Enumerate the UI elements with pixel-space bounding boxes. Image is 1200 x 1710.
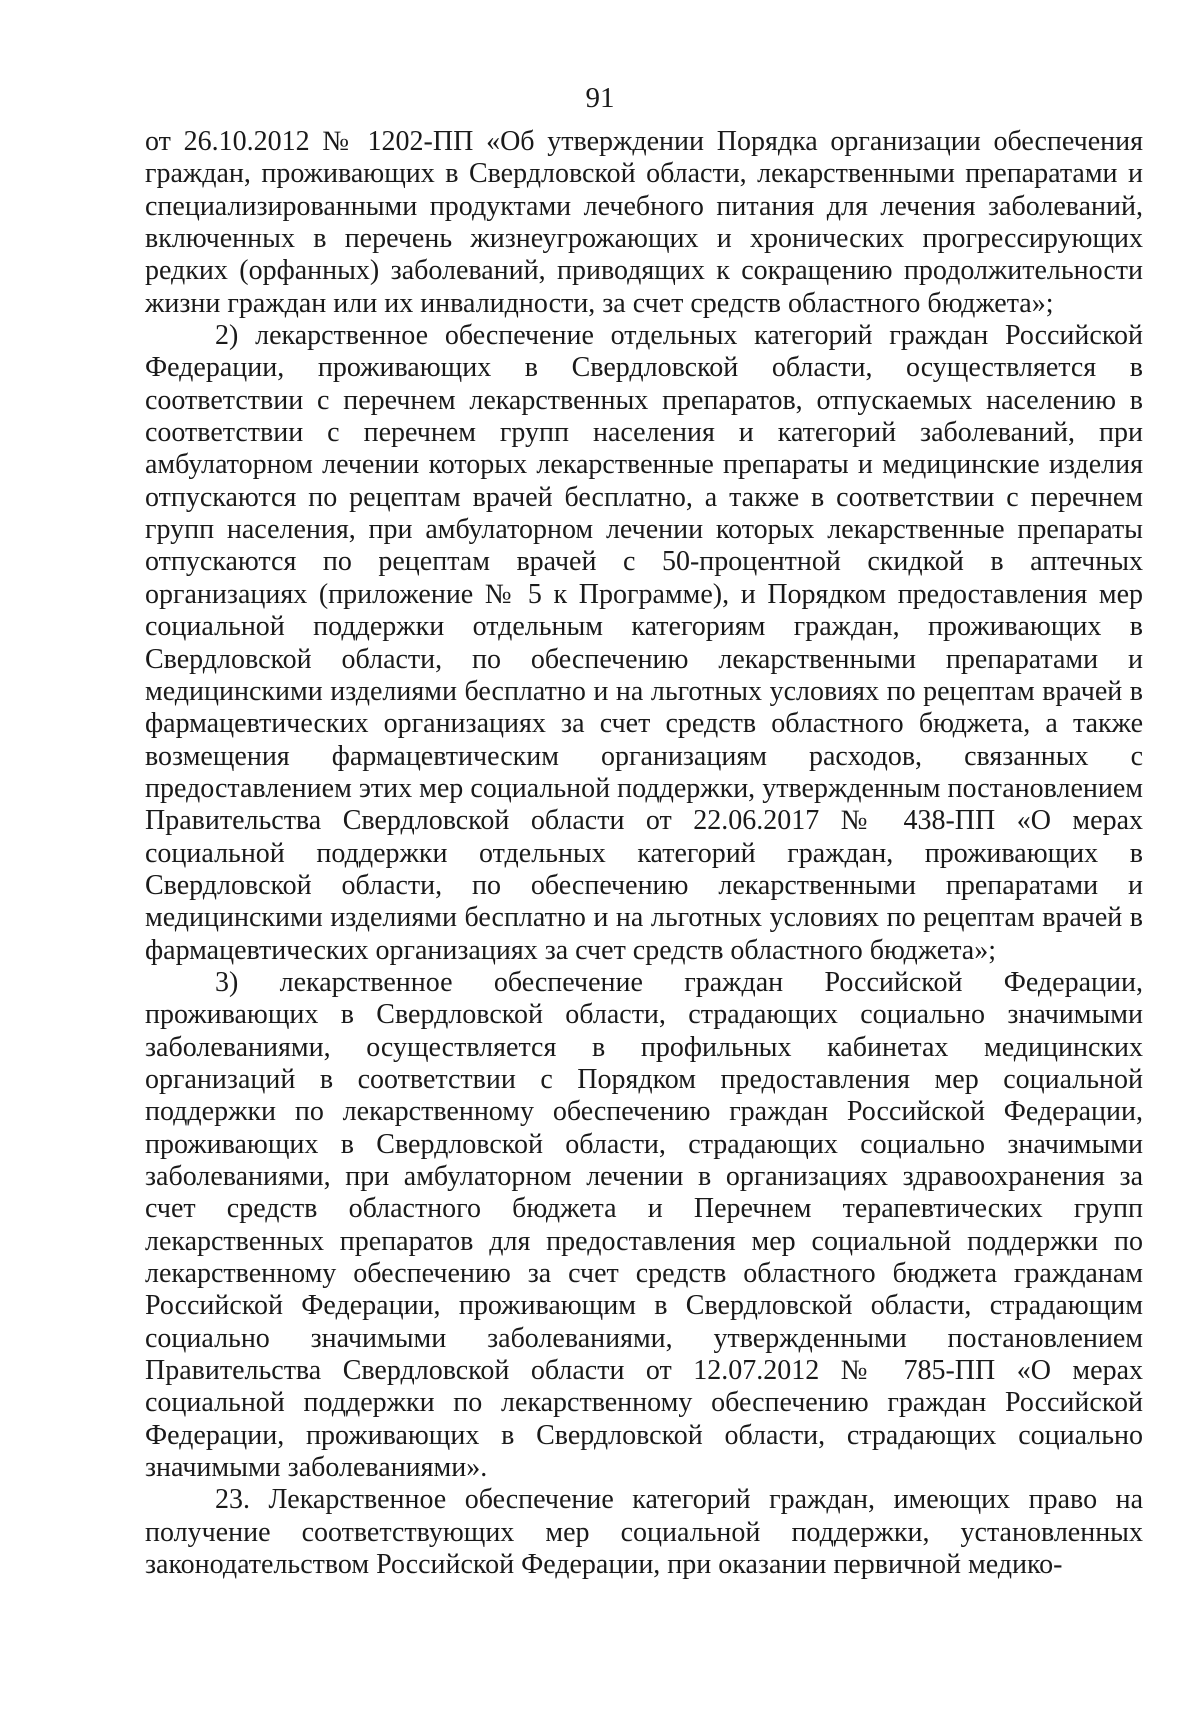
paragraph-section-23: 23. Лекарственное обеспечение категорий граждан, имеющих право на получение соответствующих мер социальной поддержки, установленных законодательством Российской Федерации, при оказании первичной медико- [145, 1484, 1143, 1581]
page-number: 91 [585, 82, 615, 114]
paragraph-continuation: от 26.10.2012 № 1202-ПП «Об утверждении Порядка организации обеспечения граждан, проживающих в Свердловской области, лекарственными препаратами и специализированными продуктами лечебного питания для лечения заболеваний, включенных в перечень жизнеугрожающих и хронических прогрессирующих редких (орфанных) заболеваний, приводящих к сокращению продолжительности жизни граждан или их инвалидности, за счет средств областного бюджета»; [145, 126, 1143, 319]
paragraph-item-3: 3) лекарственное обеспечение граждан Российской Федерации, проживающих в Свердловской области, страдающих социально значимыми заболеваниями, осуществляется в профильных кабинетах медицинских организаций в соответствии с Порядком предоставления мер социальной поддержки по лекарственному обеспечению граждан Российской Федерации, проживающих в Свердловской области, страдающих социально значимыми заболеваниями, при амбулаторном лечении в организациях здравоохранения за счет средств областного бюджета и Перечнем терапевтических групп лекарственных препаратов для предоставления мер социальной поддержки по лекарственному обеспечению за счет средств областного бюджета гражданам Российской Федерации, проживающим в Свердловской области, страдающим социально значимыми заболеваниями, утвержденными постановлением Правительства Свердловской области от 12.07.2012 № 785-ПП «О мерах социальной поддержки по лекарственному обеспечению граждан Российской Федерации, проживающих в Свердловской области, страдающих социально значимыми заболеваниями». [145, 966, 1143, 1484]
paragraph-item-2: 2) лекарственное обеспечение отдельных категорий граждан Российской Федерации, проживающих в Свердловской области, осуществляется в соответствии с перечнем лекарственных препаратов, отпускаемых населению в соответствии с перечнем групп населения и категорий заболеваний, при амбулаторном лечении которых лекарственные препараты и медицинские изделия отпускаются по рецептам врачей бесплатно, а также в соответствии с перечнем групп населения, при амбулаторном лечении которых лекарственные препараты отпускаются по рецептам врачей с 50-процентной скидкой в аптечных организациях (приложение № 5 к Программе), и Порядком предоставления мер социальной поддержки отдельным категориям граждан, проживающих в Свердловской области, по обеспечению лекарственными препаратами и медицинскими изделиями бесплатно и на льготных условиях по рецептам врачей в фармацевтических организациях за счет средств областного бюджета, а также возмещения фармацевтическим организациям расходов, связанных с предоставлением этих мер социальной поддержки, утвержденным постановлением Правительства Свердловской области от 22.06.2017 № 438-ПП «О мерах социальной поддержки отдельных категорий граждан, проживающих в Свердловской области, по обеспечению лекарственными препаратами и медицинскими изделиями бесплатно и на льготных условиях по рецептам врачей в фармацевтических организациях за счет средств областного бюджета»; [145, 320, 1143, 966]
document-body [145, 126, 1143, 1581]
